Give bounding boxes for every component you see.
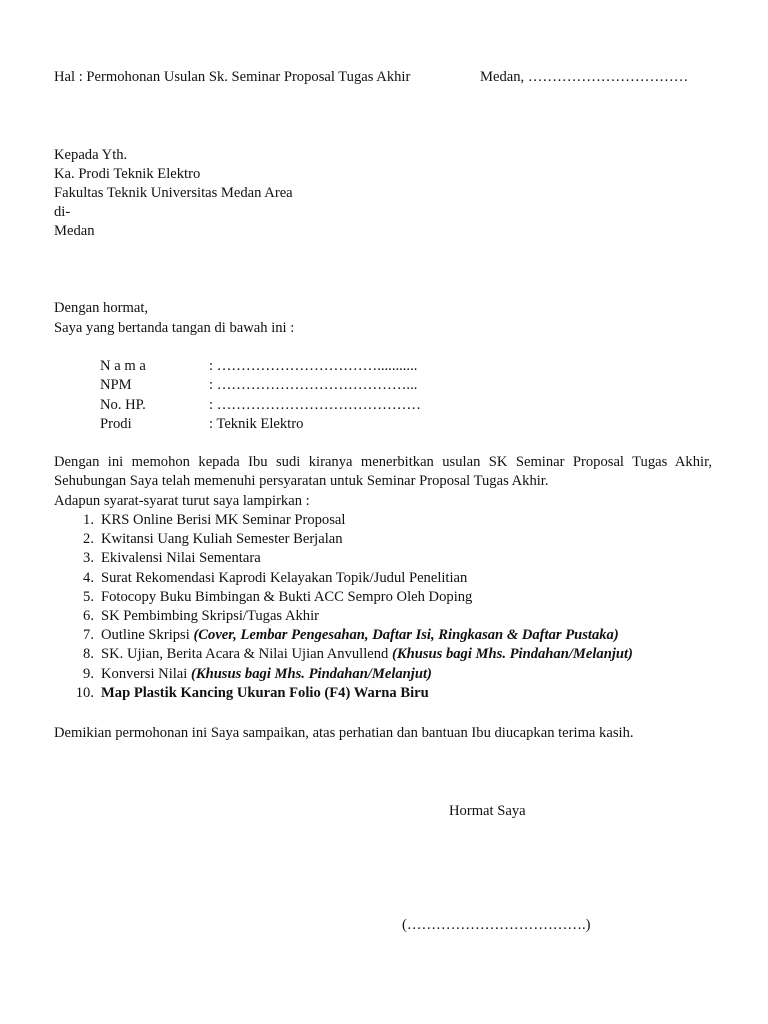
field-value-nama: : ……………………………........... — [209, 358, 418, 374]
list-item-text: Outline Skripsi — [101, 627, 194, 644]
list-item-number: 8. — [83, 646, 94, 663]
subject-line: Hal : Permohonan Usulan Sk. Seminar Proposal Tugas Akhir — [54, 69, 411, 85]
list-item-number: 2. — [83, 531, 94, 548]
list-item-number: 9. — [83, 665, 94, 682]
recipient-line-3: Fakultas Teknik Universitas Medan Area — [54, 185, 293, 201]
intro-line: Saya yang bertanda tangan di bawah ini : — [54, 320, 295, 336]
signature-line: (……………………………….) — [402, 917, 591, 933]
field-label-prodi: Prodi — [100, 416, 132, 432]
list-item-number: 3. — [83, 550, 94, 567]
list-item-note: (Khusus bagi Mhs. Pindahan/Melanjut) — [190, 665, 432, 682]
greeting: Dengan hormat, — [54, 300, 149, 316]
field-value-prodi: : Teknik Elektro — [209, 416, 304, 432]
recipient-line-4: di- — [54, 204, 71, 220]
list-item-text: Fotocopy Buku Bimbingan & Bukti ACC Sempro Oleh Doping — [101, 588, 473, 605]
field-value-phone: : …………………………………… — [209, 397, 422, 413]
recipient-line-2: Ka. Prodi Teknik Elektro — [54, 166, 201, 182]
list-item-number: 4. — [83, 569, 94, 586]
list-item-number: 10. — [75, 684, 94, 701]
list-item-number: 7. — [83, 627, 94, 644]
field-label-npm: NPM — [100, 377, 132, 393]
place-date-line: Medan, …………………………… — [480, 69, 689, 85]
list-item-number: 1. — [83, 512, 94, 528]
list-item-text: Kwitansi Uang Kuliah Semester Berjalan — [101, 531, 343, 548]
list-item-text: SK Pembimbing Skripsi/Tugas Akhir — [101, 607, 320, 624]
recipient-line-5: Medan — [54, 223, 95, 239]
closing-statement: Demikian permohonan ini Saya sampaikan, atas perhatian dan bantuan Ibu diucapkan terima kasih. — [54, 725, 634, 741]
salutation: Hormat Saya — [449, 803, 526, 819]
list-item-number: 5. — [83, 588, 94, 605]
list-item-text: Ekivalensi Nilai Sementara — [101, 550, 261, 567]
list-item-text: Surat Rekomendasi Kaprodi Kelayakan Topik/Judul Penelitian — [101, 569, 468, 586]
attachments-intro: Adapun syarat-syarat turut saya lampirkan : — [54, 493, 310, 509]
field-value-npm: : …………………………………... — [209, 377, 418, 393]
list-item-text: Map Plastik Kancing Ukuran Folio (F4) Warna Biru — [101, 684, 429, 701]
list-item-note: (Khusus bagi Mhs. Pindahan/Melanjut) — [392, 646, 633, 663]
recipient-line-1: Kepada Yth. — [54, 147, 128, 163]
field-label-phone: No. HP. — [100, 397, 146, 413]
list-item-text: Konversi Nilai — [101, 665, 191, 682]
list-item-text: KRS Online Berisi MK Seminar Proposal — [101, 512, 346, 528]
list-item-text: SK. Ujian, Berita Acara & Nilai Ujian Anvullend — [101, 646, 393, 663]
list-item-note: (Cover, Lembar Pengesahan, Daftar Isi, Ringkasan & Daftar Pustaka) — [193, 627, 619, 644]
field-label-nama: N a m a — [100, 358, 146, 374]
request-paragraph: Dengan ini memohon kepada Ibu sudi kiranya menerbitkan usulan SK Seminar Proposal Tugas Akhir, Sehubungan Saya telah memenuhi persyaratan untuk Seminar Proposal Tugas Akhir. — [54, 454, 712, 489]
list-item-number: 6. — [83, 607, 94, 624]
